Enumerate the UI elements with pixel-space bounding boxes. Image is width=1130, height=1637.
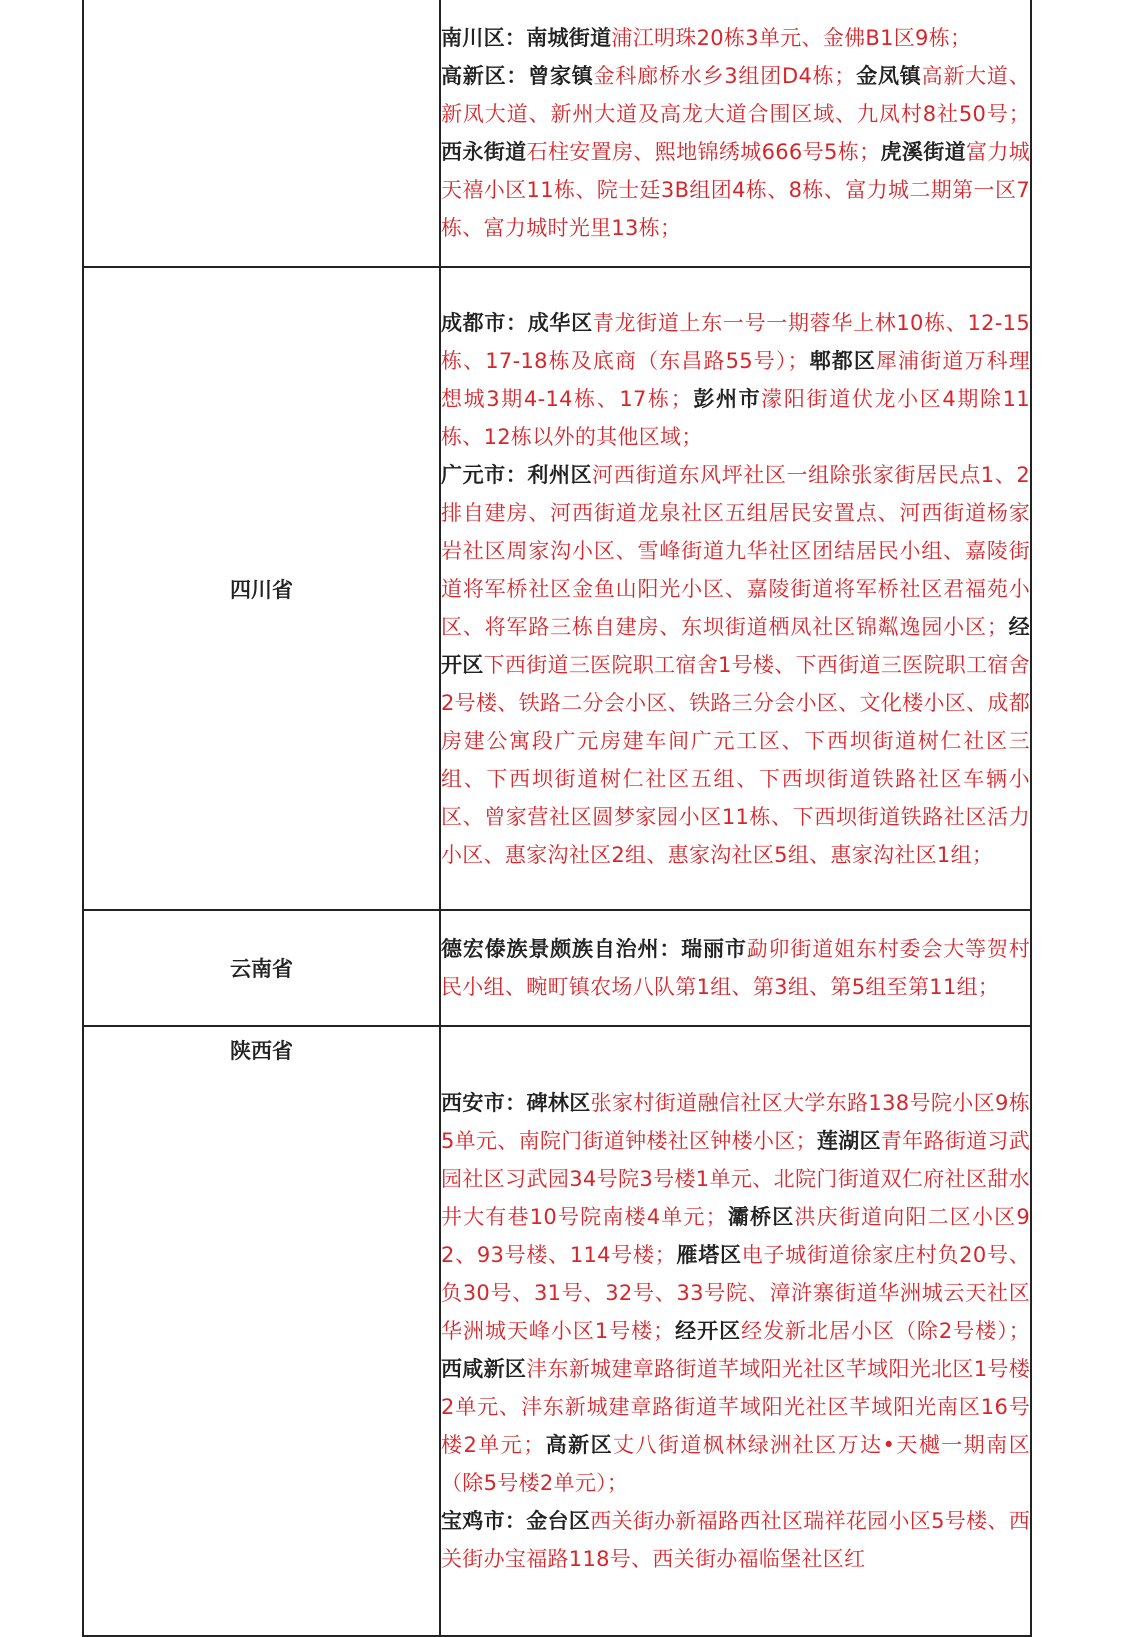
area-paragraph xyxy=(441,930,1030,1006)
risk-area-detail: 青年路街道习武园社区习武园34号院3号楼1单元、北院门街道双仁府社区甜水井大有巷10号院南楼4单元； xyxy=(441,1129,1030,1229)
area-paragraph xyxy=(441,19,1030,57)
risk-area-detail: 濛阳街道伏龙小区4期除11栋、12栋以外的其他区域； xyxy=(441,386,1031,449)
region-name: 高新区： xyxy=(441,64,529,88)
risk-area-detail: 犀浦街道万科理想城3期4-14栋、17栋； xyxy=(441,348,1031,411)
province-cell xyxy=(83,0,440,267)
table-row xyxy=(83,910,1031,1026)
area-paragraph xyxy=(441,456,1030,874)
region-name: 西咸新区 xyxy=(441,1357,527,1381)
area-list-cell xyxy=(440,267,1031,910)
risk-area-detail: 经发新北居小区（除2号楼）； xyxy=(741,1319,1030,1343)
region-name: 灞桥区 xyxy=(726,1205,795,1229)
risk-area-detail: 西关街办新福路西社区瑞祥花园小区5号楼、西关街办宝福路118号、西关街办福临堡社区红 xyxy=(441,1509,1030,1571)
area-paragraph xyxy=(441,1084,1030,1502)
area-list-cell xyxy=(440,910,1031,1026)
region-name: 成华区 xyxy=(527,310,593,335)
region-name: 南城街道 xyxy=(526,26,612,50)
region-name: 雁塔区 xyxy=(676,1243,742,1267)
region-name: 宝鸡市： xyxy=(441,1509,527,1533)
area-list-cell xyxy=(440,1026,1031,1636)
risk-area-detail: 浦江明珠20栋3单元、金佛B1区9栋； xyxy=(611,26,972,50)
risk-area-table xyxy=(82,0,1032,1637)
risk-area-detail: 沣东新城建章路街道芊域阳光社区芊域阳光北区1号楼2单元、沣东新城建章路街道芊域阳光社区芊域阳光南区16号楼2单元； xyxy=(441,1357,1030,1457)
risk-area-detail: 河西街道东风坪社区一组除张家街居民点1、2排自建房、河西街道龙泉社区五组居民安置点、河西街道杨家岩社区周家沟小区、雪峰街道九华社区团结居民小组、嘉陵街道将军桥社区金鱼山阳光小区、嘉陵街道将军桥社区君福苑小区、将军路三栋自建房、东坝街道栖凤社区锦粼逸园小区； xyxy=(441,462,1030,639)
risk-area-detail: 青龙街道上东一号一期蓉华上林10栋、12-15栋、17-18栋及底商（东昌路55号）； xyxy=(441,310,1030,373)
region-name: 利州区 xyxy=(527,462,593,487)
area-paragraph xyxy=(441,304,1030,456)
region-name: 广元市： xyxy=(441,462,528,487)
region-name: 德宏傣族景颇族自治州： xyxy=(441,937,682,961)
region-name: 金凤镇 xyxy=(855,64,922,88)
province-cell: 四川省 xyxy=(83,267,440,910)
region-name: 南川区： xyxy=(441,26,527,50)
area-paragraph xyxy=(441,57,1030,247)
region-name: 碑林区 xyxy=(526,1091,591,1115)
province-cell: 陕西省 xyxy=(83,1026,440,1636)
region-name: 曾家镇 xyxy=(528,64,594,88)
risk-area-detail: 下西街道三医院职工宿舍1号楼、下西街道三医院职工宿舍2号楼、铁路二分会小区、铁路三分会小区、文化楼小区、成都房建公寓段广元房建车间广元工区、下西坝街道树仁社区三组、下西坝街道树仁社区五组、下西坝街道铁路社区车辆小区、曾家营社区圆梦家园小区11栋、下西坝街道铁路社区活力小区、惠家沟社区2组、惠家沟社区5组、惠家沟社区1组； xyxy=(441,652,1030,867)
region-name: 高新区 xyxy=(544,1433,614,1457)
area-paragraph xyxy=(441,1502,1030,1578)
risk-area-detail: 金科廊桥水乡3组团D4栋； xyxy=(593,64,856,88)
risk-area-detail: 高新大道、新凤大道、新州大道及高龙大道合围区域、九凤村8社50号； xyxy=(441,64,1031,126)
risk-area-detail: 电子城街道徐家庄村负20号、负30号、31号、32号、33号院、漳浒寨街道华洲城云天社区华洲城天峰小区1号楼； xyxy=(441,1243,1030,1343)
risk-area-detail: 勐卯街道姐东村委会大等贺村民小组、畹町镇农场八队第1组、第3组、第5组至第11组； xyxy=(441,937,1030,999)
region-name: 郫都区 xyxy=(808,348,876,373)
table-row xyxy=(83,267,1031,910)
risk-area-detail: 丈八街道枫林绿洲社区万达•天樾一期南区（除5号楼2单元）； xyxy=(441,1433,1030,1495)
region-name: 瑞丽市 xyxy=(681,937,747,961)
region-name: 西安市： xyxy=(441,1091,527,1115)
region-name: 经开区 xyxy=(441,614,1030,677)
region-name: 经开区 xyxy=(674,1319,742,1343)
table-row xyxy=(83,0,1031,267)
region-name: 金台区 xyxy=(526,1509,591,1533)
risk-area-detail: 石柱安置房、熙地锦绣城666号5栋； xyxy=(526,140,881,164)
region-name: 西永街道 xyxy=(441,140,527,164)
risk-area-detail: 富力城天禧小区11栋、院士廷3B组团4栋、8栋、富力城二期第一区7栋、富力城时光里13栋； xyxy=(441,140,1030,240)
region-name: 成都市： xyxy=(441,310,528,335)
region-name: 莲湖区 xyxy=(816,1129,881,1153)
area-list-cell xyxy=(440,0,1031,267)
region-name: 虎溪街道 xyxy=(880,140,966,164)
region-name: 彭州市 xyxy=(692,386,762,411)
province-cell: 云南省 xyxy=(83,910,440,1026)
table-row xyxy=(83,1026,1031,1636)
risk-area-detail: 洪庆街道向阳二区小区92、93号楼、114号楼； xyxy=(441,1205,1030,1267)
risk-area-detail: 张家村街道融信社区大学东路138号院小区9栋5单元、南院门街道钟楼社区钟楼小区； xyxy=(441,1091,1030,1153)
